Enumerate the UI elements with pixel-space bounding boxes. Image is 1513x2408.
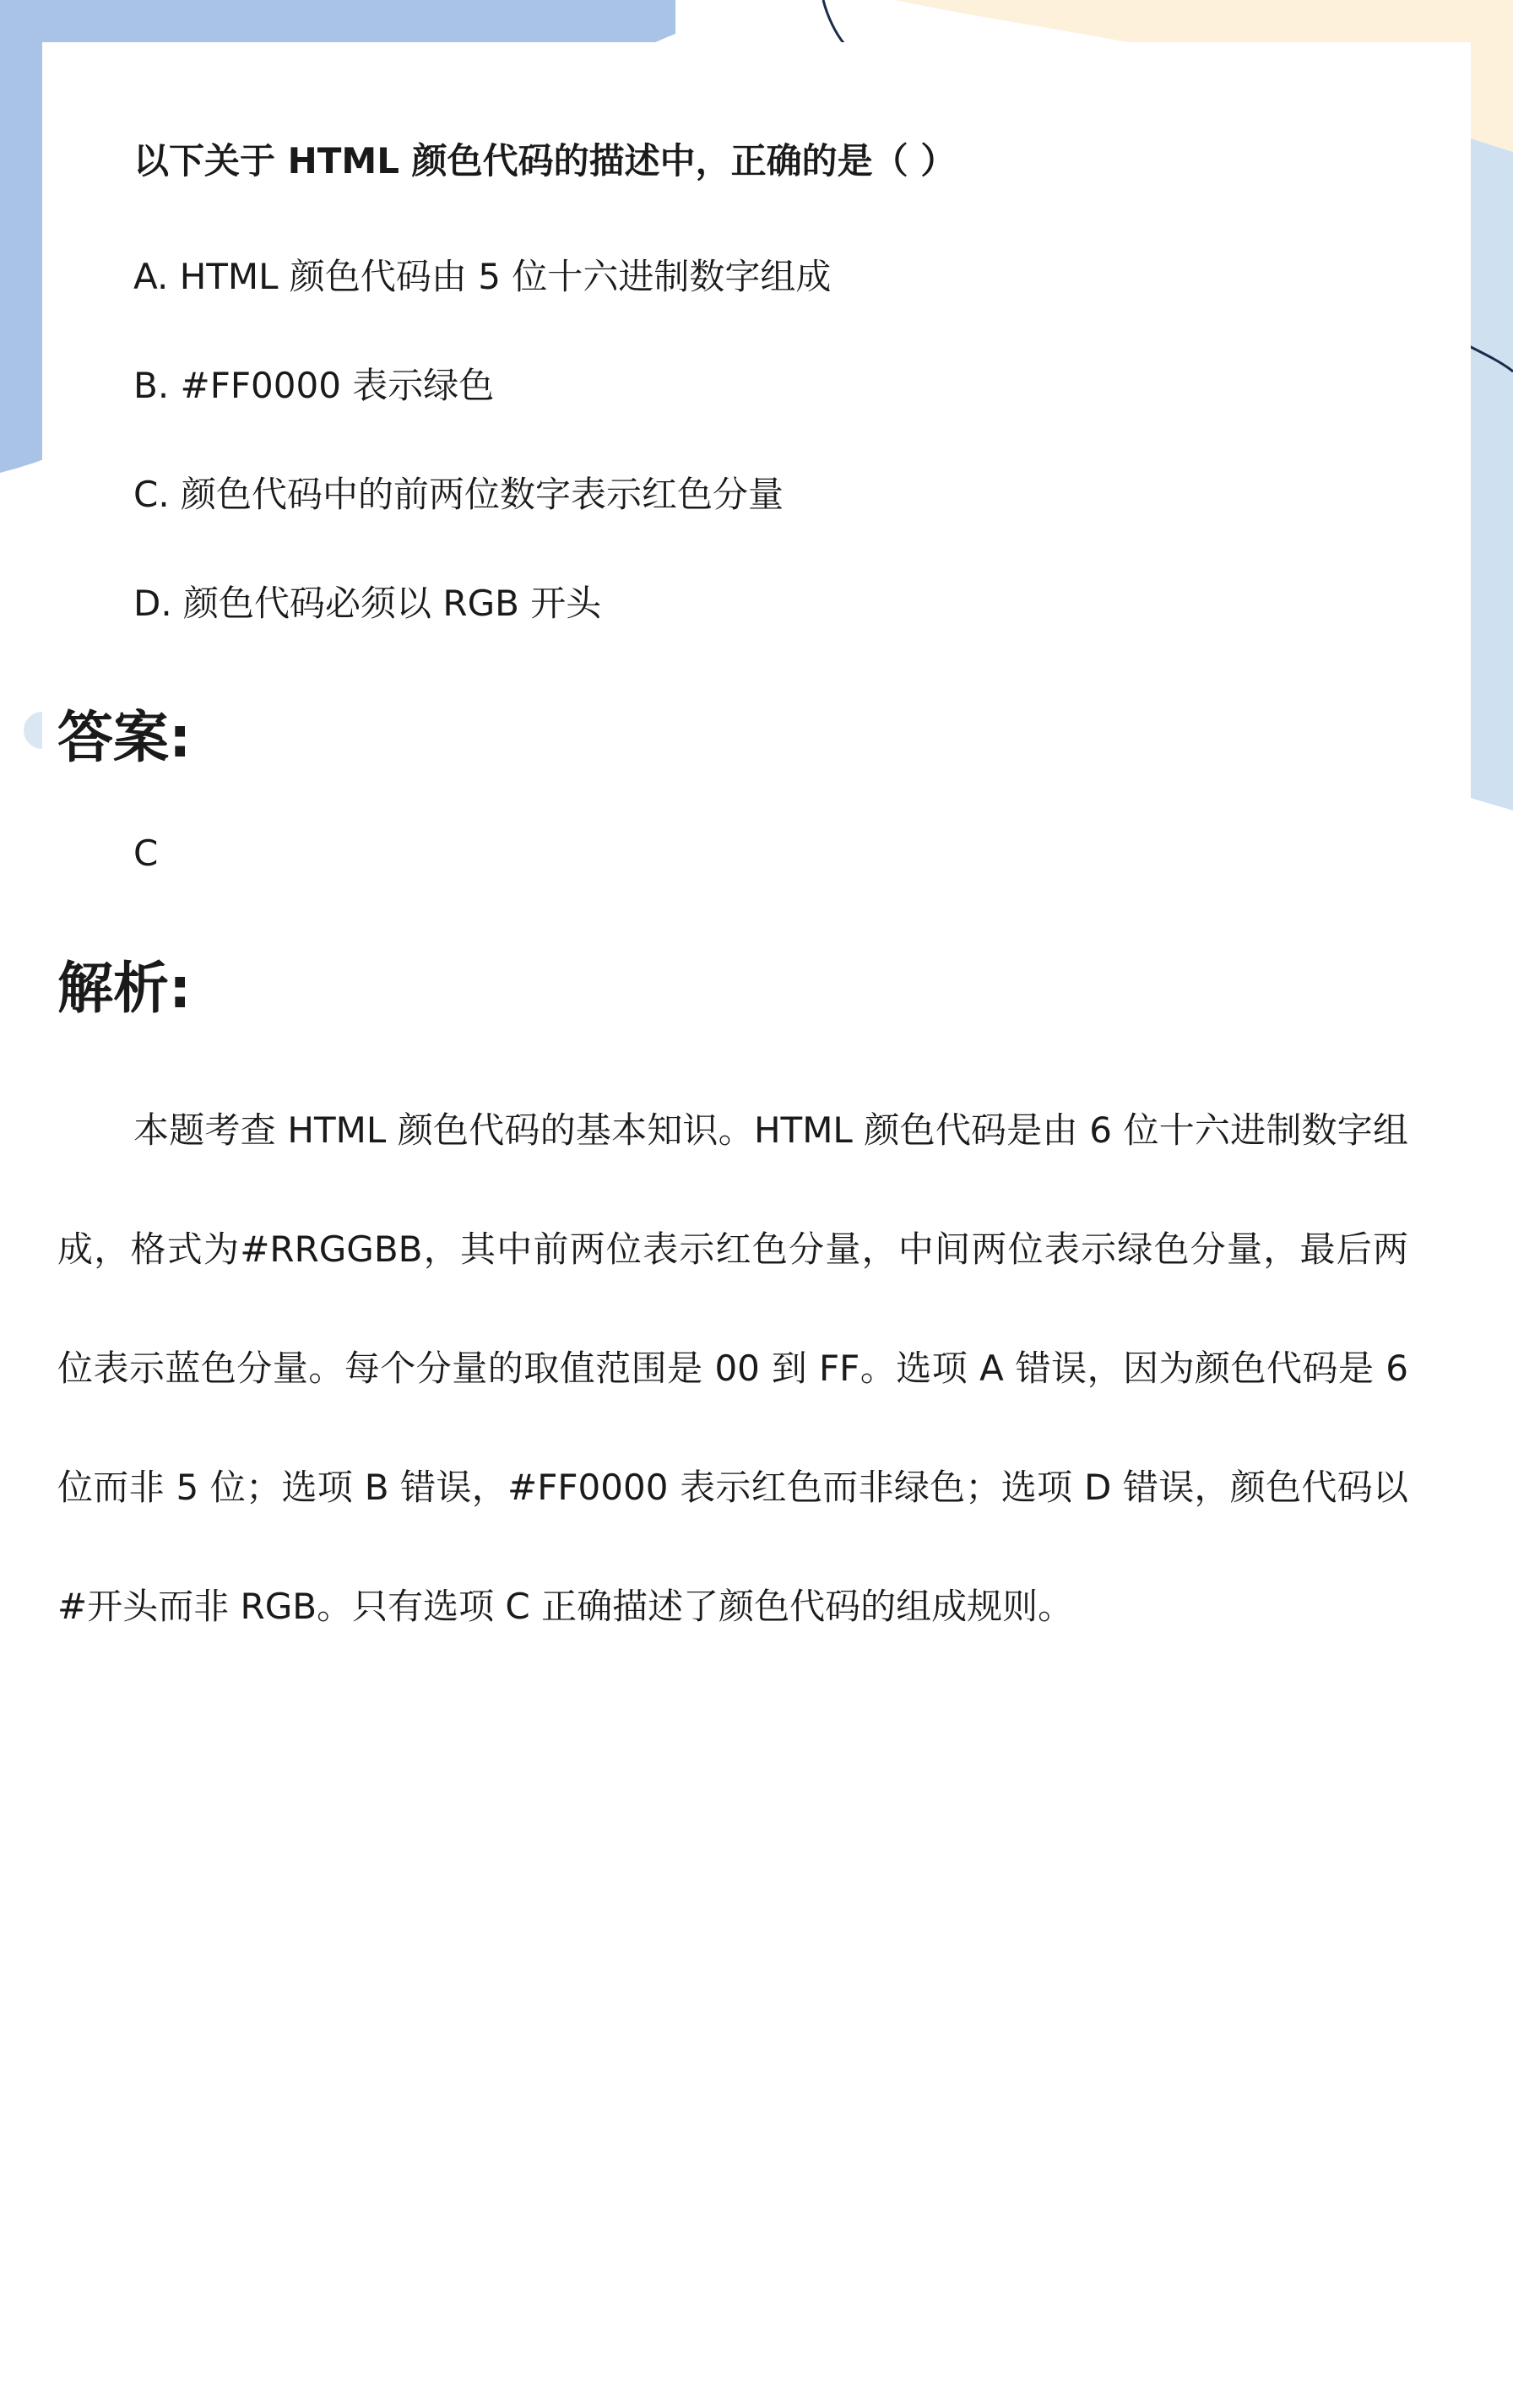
answer-heading: 答案: xyxy=(57,705,192,770)
option-b: B. #FF0000 表示绿色 xyxy=(133,365,495,406)
question-block xyxy=(133,140,1315,625)
option-a: A. HTML 颜色代码由 5 位十六进制数字组成 xyxy=(133,256,832,297)
answer-value: C xyxy=(133,832,159,874)
analysis-heading: 解析: xyxy=(57,956,192,1021)
analysis-text: 本题考查 HTML 颜色代码的基本知识。HTML 颜色代码是由 6 位十六进制数字组成，格式为#RRGGBB，其中前两位表示红色分量，中间两位表示绿色分量，最后两位表示蓝色分量。每个分量的取值范围是 00 到 FF。选项 A 错误，因为颜色代码是 6 位而非 5 位；选项 B 错误，#FF0000 表示红色而非绿色；选项 D 错误，颜色代码以#开头而非 RGB。只有选项 C 正确描述了颜色代码的组成规则。 xyxy=(57,1109,1408,1627)
option-c: C. 颜色代码中的前两位数字表示红色分量 xyxy=(133,474,784,515)
option-d: D. 颜色代码必须以 RGB 开头 xyxy=(133,583,602,624)
question-title: 以下关于 HTML 颜色代码的描述中，正确的是（ ） xyxy=(133,140,957,182)
